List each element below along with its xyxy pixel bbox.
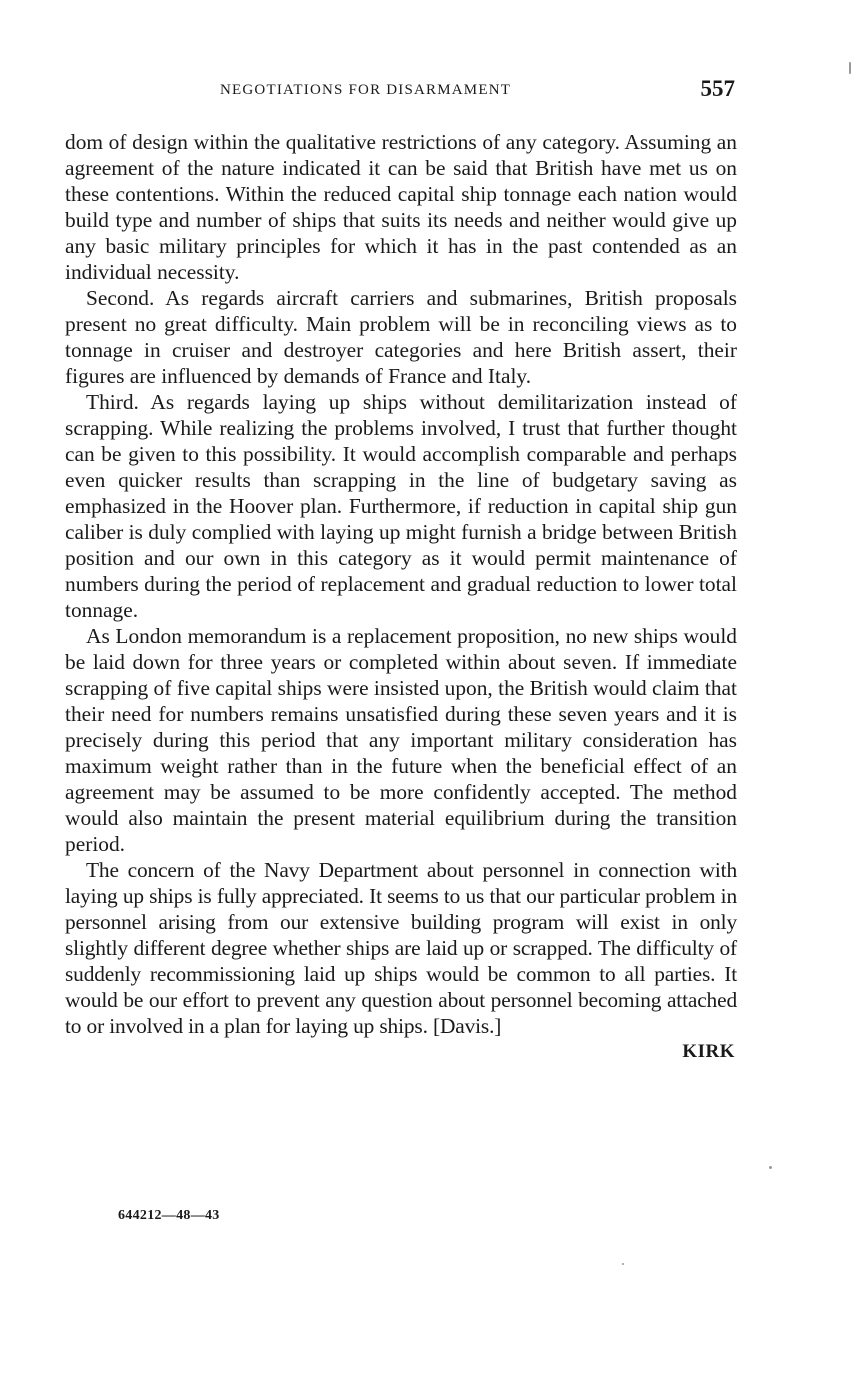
paragraph-1: dom of design within the qualitative restrictions of any category. Assuming an agreement of the nature indicated it can be said that British have met us on these contentions. Within the reduced capital ship tonnage each nation would build type and number of ships that suits its needs and neither would give up any basic military principles for which it has in the past contended as an individual necessity. [65,130,737,284]
scan-speck [769,1166,772,1169]
page-number: 557 [700,76,735,101]
running-head [65,78,737,108]
signature: KIRK [682,1041,735,1062]
body-text [65,129,737,1063]
paragraph-3: Third. As regards laying up ships without demilitarization instead of scrapping. While realizing the problems involved, I trust that further thought can be given to this possibility. It would accomplish comparable and perhaps even quicker results than scrapping in the line of budgetary saving as emphasized in the Hoover plan. Furthermore, if reduction in capital ship gun caliber is duly complied with laying up might furnish a bridge between British position and our own in this category as it would permit maintenance of numbers during the period of replacement and gradual reduction to lower total tonnage. [65,390,737,622]
printer-code: 644212—48—43 [118,1208,220,1223]
paragraph-2: Second. As regards aircraft carriers and submarines, British proposals present no great difficulty. Main problem will be in reconciling views as to tonnage in cruiser and destroyer categories and here British assert, their figures are influenced by demands of France and Italy. [65,286,737,388]
paragraph-4: As London memorandum is a replacement proposition, no new ships would be laid down for three years or completed within about seven. If immediate scrapping of five capital ships were insisted upon, the British would claim that their need for numbers remains unsatisfied during these seven years and it is precisely during this period that any important military consideration has maximum weight rather than in the future when the beneficial effect of an agreement may be assumed to be more confidently accepted. The method would also maintain the present material equilibrium during the transition period. [65,624,737,856]
running-title: NEGOTIATIONS FOR DISARMAMENT [220,82,512,98]
scan-speck [622,1263,624,1265]
scan-speck [849,62,851,74]
paragraph-5: The concern of the Navy Department about personnel in connection with laying up ships is fully appreciated. It seems to us that our particular problem in personnel arising from our extensive building program will exist in only slightly different degree whether ships are laid up or scrapped. The difficulty of suddenly recommissioning laid up ships would be common to all parties. It would be our effort to prevent any question about personnel becoming attached to or involved in a plan for laying up ships. [Davis.] [65,858,737,1038]
